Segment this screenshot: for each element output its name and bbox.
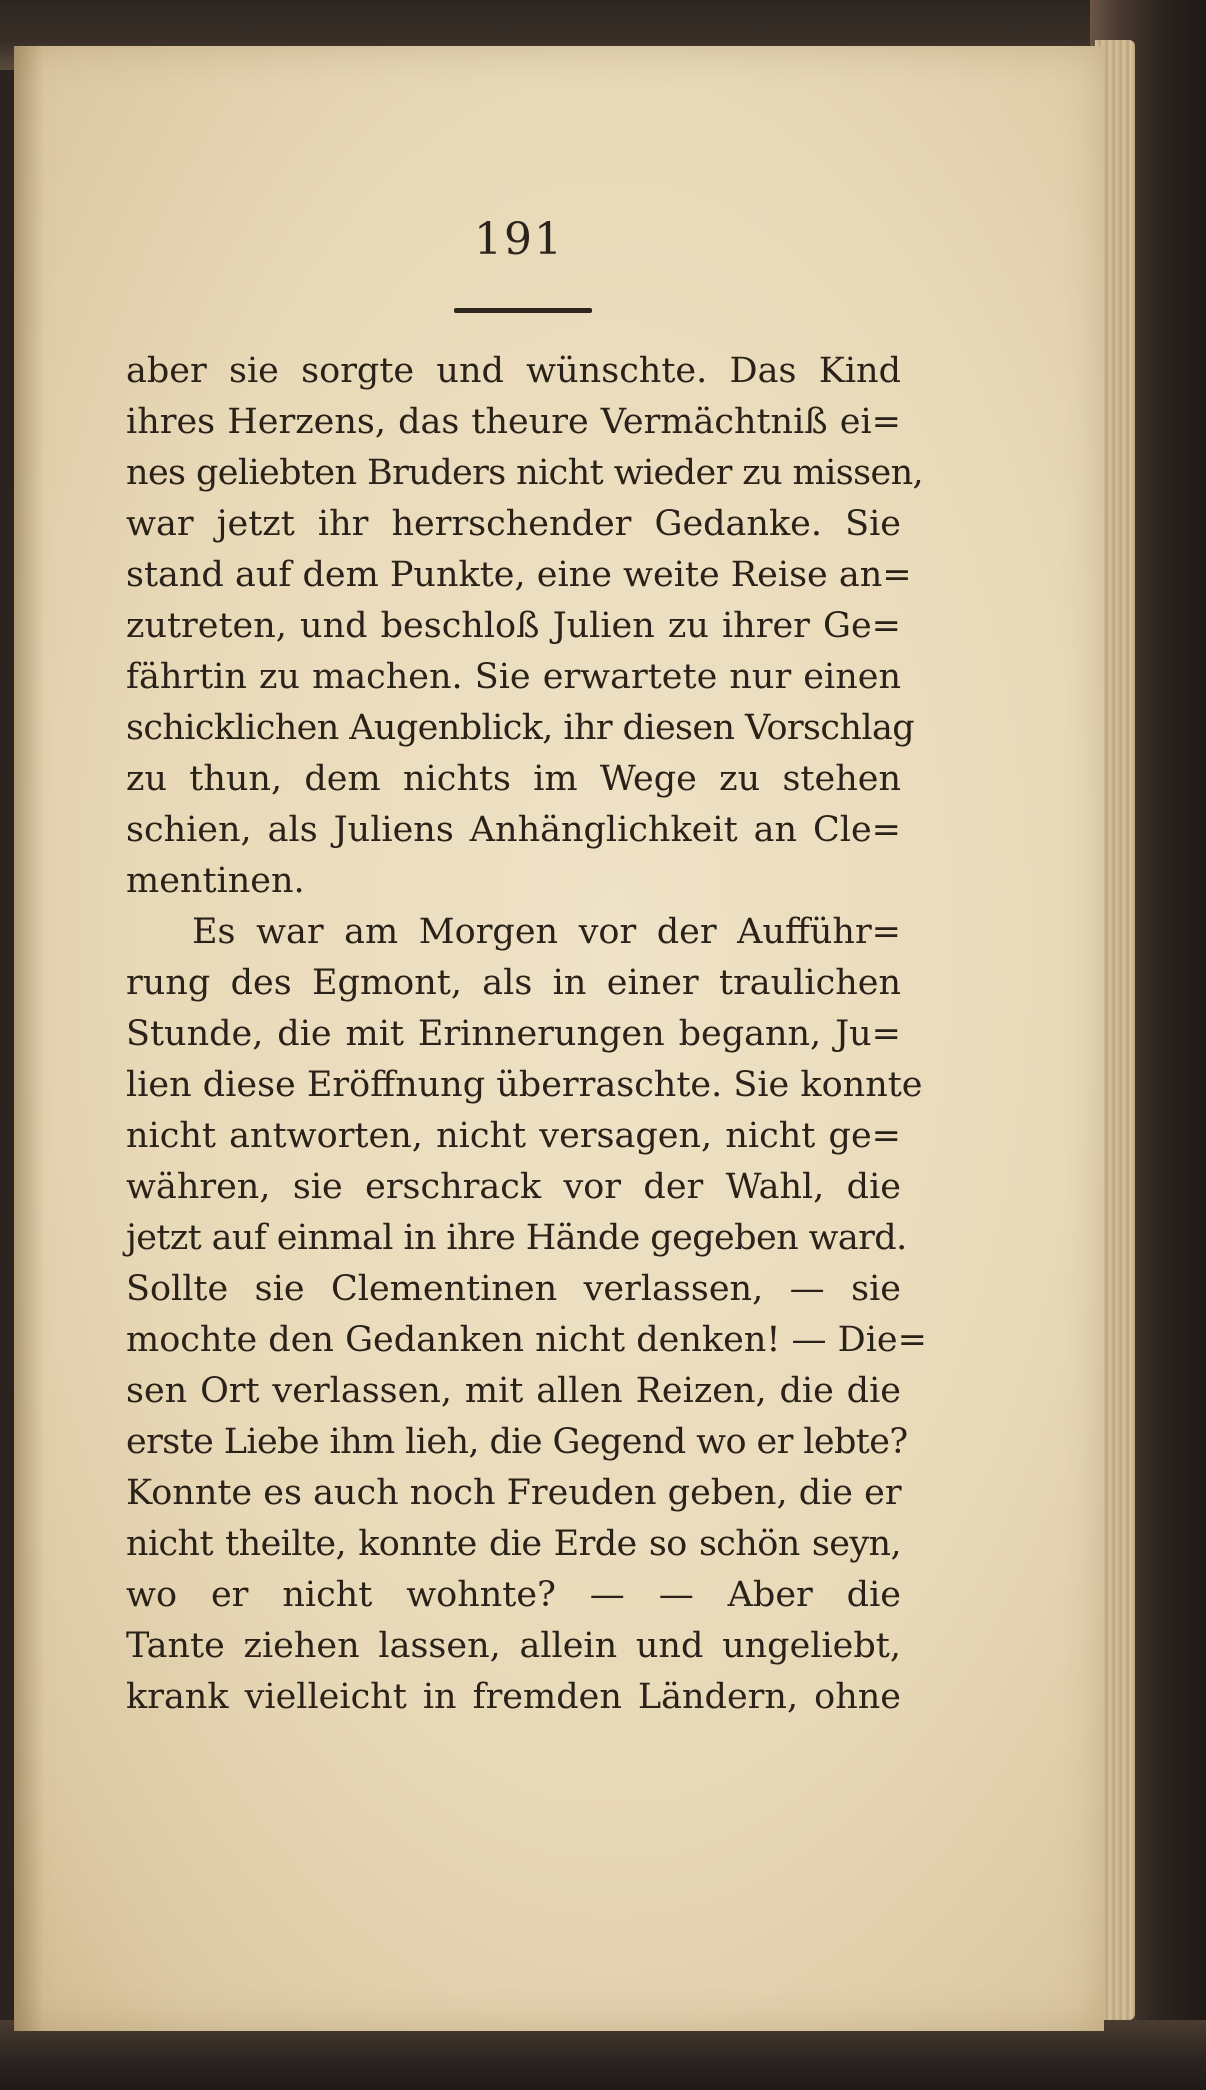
text-line: war jetzt ihr herrschender Gedanke. Sie (126, 504, 901, 544)
page-gutter (14, 46, 44, 2031)
text-line: schien, als Juliens Anhänglichkeit an Cle= (126, 810, 901, 850)
text-line: Sollte sie Clementinen verlassen, — sie (126, 1269, 901, 1309)
text-line: mochte den Gedanken nicht denken! — Die= (126, 1320, 927, 1360)
text-line: Stunde, die mit Erinnerungen begann, Ju= (126, 1014, 901, 1054)
text-line: jetzt auf einmal in ihre Hände gegeben ward. (126, 1218, 907, 1258)
text-line: nes geliebten Bruders nicht wieder zu missen, (126, 453, 924, 493)
text-line: mentinen. (126, 861, 305, 901)
text-line: lien diese Eröffnung überraschte. Sie konnte (126, 1065, 923, 1105)
text-line: wo er nicht wohnte? — — Aber die (126, 1575, 901, 1615)
text-line: ihres Herzens, das theure Vermächtniß ei= (126, 402, 901, 442)
book-page (14, 46, 1104, 2031)
text-line: Tante ziehen lassen, allein und ungeliebt, (126, 1626, 901, 1666)
text-line: zu thun, dem nichts im Wege zu stehen (126, 759, 901, 799)
page-number: 191 (474, 214, 564, 265)
text-line: rung des Egmont, als in einer traulichen (126, 963, 901, 1003)
text-line: sen Ort verlassen, mit allen Reizen, die die (126, 1371, 901, 1411)
text-line: nicht antworten, nicht versagen, nicht ge= (126, 1116, 901, 1156)
text-line: erste Liebe ihm lieh, die Gegend wo er lebte? (126, 1422, 908, 1462)
text-line: stand auf dem Punkte, eine weite Reise an= (126, 555, 912, 595)
text-line: währen, sie erschrack vor der Wahl, die (126, 1167, 901, 1207)
body-text (126, 346, 927, 1723)
text-line: fährtin zu machen. Sie erwartete nur einen (126, 657, 901, 697)
paragraph-start-line: Es war am Morgen vor der Aufführ= (192, 912, 901, 952)
text-line: schicklichen Augenblick, ihr diesen Vorschlag (126, 708, 915, 748)
header-rule (454, 308, 592, 313)
text-line: nicht theilte, konnte die Erde so schön seyn, (126, 1524, 901, 1564)
text-line: krank vielleicht in fremden Ländern, ohne (126, 1677, 901, 1717)
text-line: aber sie sorgte und wünschte. Das Kind (126, 351, 901, 391)
text-line: Konnte es auch noch Freuden geben, die er (126, 1473, 902, 1513)
text-line: zutreten, und beschloß Julien zu ihrer Ge= (126, 606, 901, 646)
